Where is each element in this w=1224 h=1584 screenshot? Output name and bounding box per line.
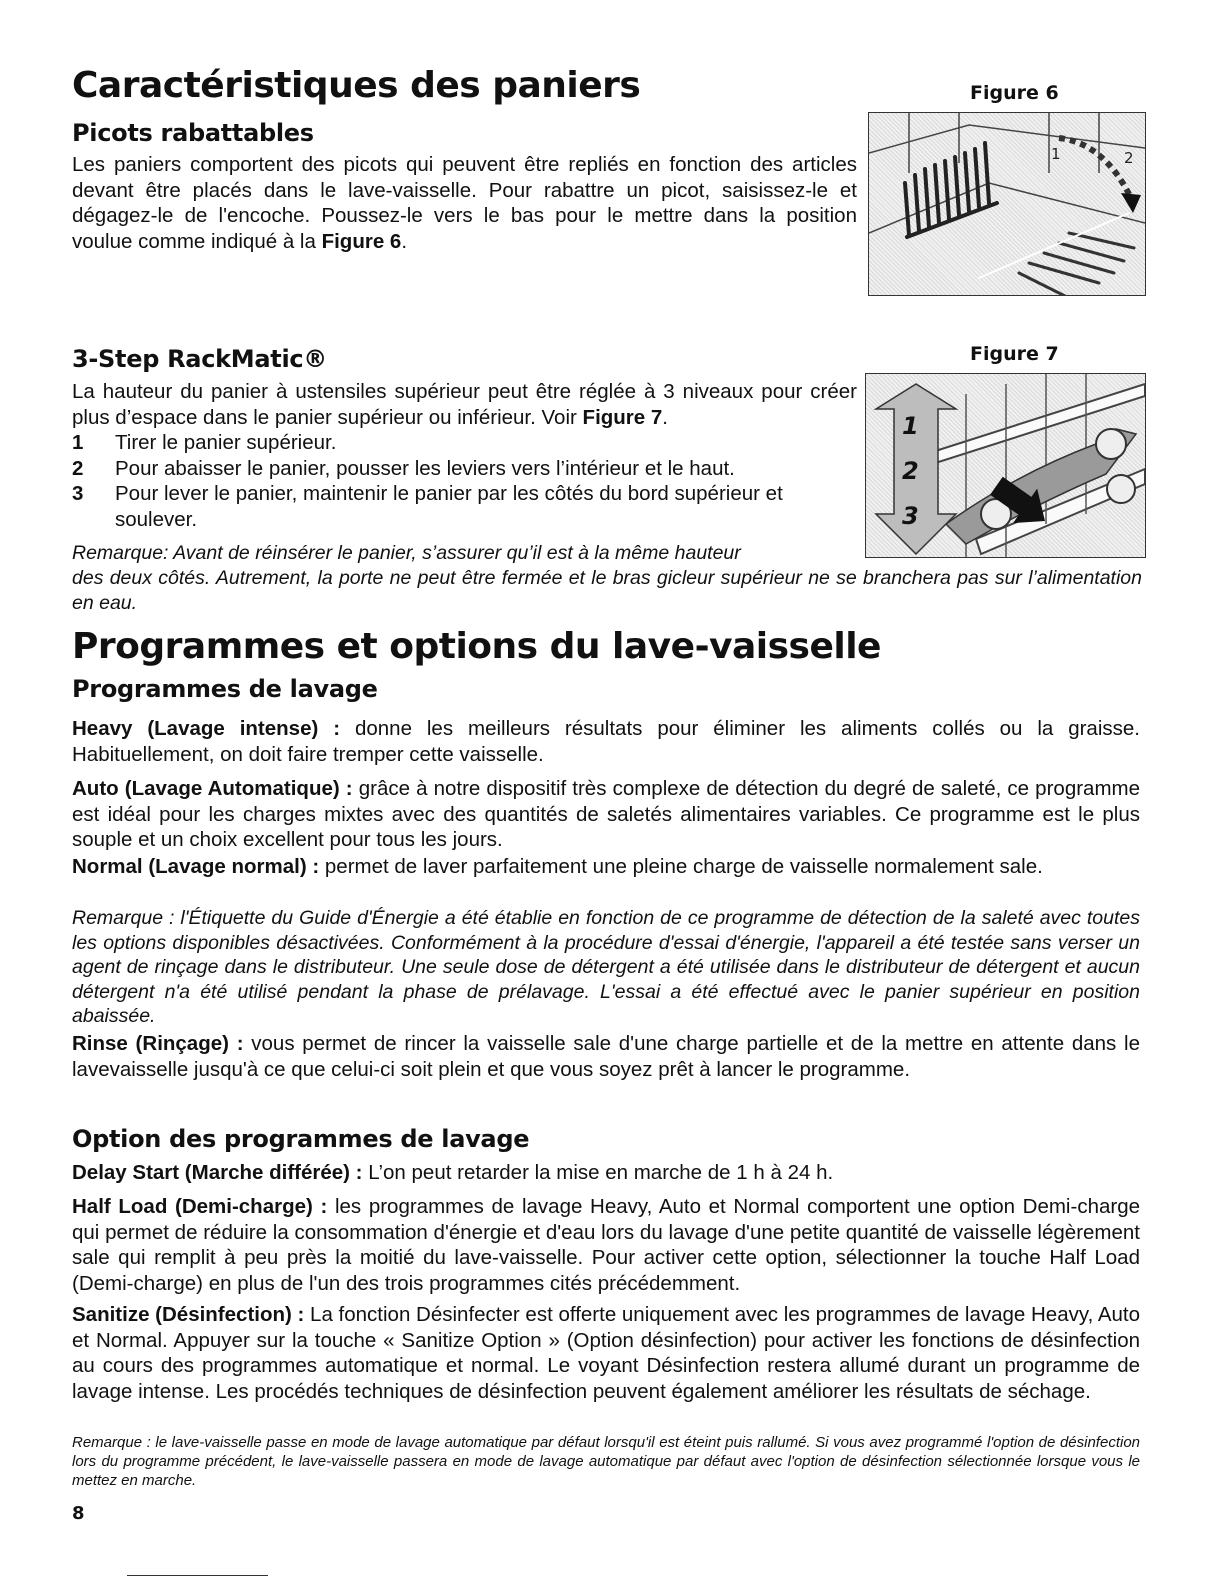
step-text: Pour lever le panier, maintenir le panier par les côtés du bord supérieur et soulever. (115, 482, 783, 531)
figure-reference-6: Figure 6 (321, 229, 402, 253)
dish-rack-tines-illustration (869, 113, 1145, 295)
step-number: 1 (72, 431, 84, 454)
list-item (72, 430, 862, 456)
program-heavy (72, 716, 1140, 767)
program-description: donne les meilleurs résultats pour éliminer les aliments collés ou la graisse. Habituellement, on doit faire tremper cette vaisselle. (72, 717, 1140, 766)
option-description: L’on peut retarder la mise en marche de 1 h à 24 h. (362, 1161, 834, 1184)
paragraph-folding-tines (72, 152, 857, 254)
page-number: 8 (72, 1503, 85, 1524)
program-description: grâce à notre dispositif très complexe de détection du degré de saleté, ce programme est idéal pour les charges mixtes avec des quantités de saletés alimentaires variables. Ce programme est le plus souple et un choix excellent pour tous les jours. (72, 777, 1140, 851)
rackmatic-note-continued: des deux côtés. Autrement, la porte ne peut être fermée et le bras gicleur supérieur ne se branchera pas sur l’alimentation en eau. (72, 567, 1142, 614)
figure-6-image (868, 112, 1146, 296)
option-half-load (72, 1194, 1140, 1296)
figure-7-image (865, 373, 1146, 558)
figure-7-caption: Figure 7 (970, 343, 1059, 365)
option-description: La fonction Désinfecter est offerte uniquement avec les programmes de lavage Heavy, Auto et Normal. Appuyer sur la touche « Sanitize Option » (Option désinfection) pour activer les fonctions de désinfection au cours des programmes automatique et normal. Le voyant Désinfection restera allumé durant un programme de lavage intense. Les procédés techniques de désinfection peuvent également améliorer les résultats de séchage. (72, 1303, 1141, 1403)
sanitize-note: Remarque : le lave-vaisselle passe en mode de lavage automatique par défaut lorsqu'il est éteint puis rallumé. Si vous avez programmé l'option de désinfection lors du programme précédent, le lave-vaisselle passera en mode de lavage automatique par défaut avec l'option de désinfection sélectionnée lorsque vous le mettez en marche. (72, 1434, 1140, 1489)
program-auto (72, 776, 1140, 853)
energy-guide-note: Remarque : l'Étiquette du Guide d'Énergie a été établie en fonction de ce programme de détection de la saleté avec toutes les options disponibles désactivées. Conformément à la procédure d'essai d'énergie, l'appareil a été testée sans verser un agent de rinçage dans le distributeur. Une seule dose de détergent a été utilisée dans le distributeur de détergent et aucun détergent n'a été utilisé pendant la phase de prélavage. L'essai a été effectué avec le panier supérieur en position abaissée. (72, 907, 1140, 1027)
rackmatic-height-adjust-illustration (866, 374, 1145, 557)
option-term: Sanitize (Désinfection) : (72, 1303, 305, 1326)
figure-6-caption: Figure 6 (970, 82, 1059, 104)
program-description: permet de laver parfaitement une pleine charge de vaisselle normalement sale. (319, 855, 1043, 878)
section-title-basket-features: Caractéristiques des paniers (72, 65, 641, 106)
option-term: Half Load (Demi-charge) : (72, 1195, 328, 1218)
svg-text:1: 1 (1051, 145, 1061, 163)
text: Les paniers comportent des picots qui peuvent être repliés en fonction des articles devant être placés dans le lave-vaisselle. Pour rabattre un picot, saisissez-le et dégagez-le de l'encoche. Poussez-le vers le bas pour le mettre dans la position voulue comme indiqué à la (72, 153, 857, 253)
option-delay-start (72, 1160, 1140, 1186)
heading-wash-programs: Programmes de lavage (72, 675, 378, 703)
rackmatic-note-line1: Remarque: Avant de réinsérer le panier, s’assurer qu’il est à la même hauteur (72, 542, 741, 564)
heading-program-options: Option des programmes de lavage (72, 1125, 530, 1153)
text: La hauteur du panier à ustensiles supérieur peut être réglée à 3 niveaux pour créer plus d’espace dans le panier supérieur ou inférieur. Voir (72, 380, 857, 429)
figure-reference-7: Figure 7 (582, 405, 663, 429)
program-term: Heavy (Lavage intense) : (72, 717, 341, 740)
program-description: vous permet de rincer la vaisselle sale d'une charge partielle et de la mettre en attente dans le lavevaisselle jusqu'à ce que celui-ci soit plein et que vous soyez prêt à lancer le programme. (72, 1032, 1140, 1081)
step-number: 2 (72, 456, 84, 480)
paragraph-rackmatic (72, 379, 857, 430)
step-text: Tirer le panier supérieur. (115, 431, 337, 454)
svg-text:2: 2 (902, 457, 919, 485)
section-title-programs-options: Programmes et options du lave-vaisselle (72, 626, 881, 667)
option-description: les programmes de lavage Heavy, Auto et Normal comportent une option Demi-charge qui permet de réduire la consommation d'énergie et d'eau lors du lavage d'une petite quantité de vaisselle légèrement sale qui remplit à peu près la moitié du lave-vaisselle. Pour activer cette option, sélectionner la touche Half Load (Demi-charge) en plus de l'un des trois programmes cités précédemment. (72, 1195, 1140, 1295)
svg-text:3: 3 (902, 502, 919, 530)
heading-folding-tines: Picots rabattables (72, 119, 314, 147)
option-term: Delay Start (Marche différée) : (72, 1161, 363, 1184)
option-sanitize (72, 1302, 1140, 1404)
step-text: Pour abaisser le panier, pousser les leviers vers l’intérieur et le haut. (115, 456, 735, 480)
list-item (72, 481, 862, 532)
program-rinse (72, 1031, 1140, 1082)
rackmatic-steps-list (72, 430, 862, 532)
program-term: Auto (Lavage Automatique) : (72, 777, 353, 800)
program-term: Normal (Lavage normal) : (72, 855, 320, 878)
svg-text:2: 2 (1124, 149, 1134, 167)
step-number: 3 (72, 482, 84, 505)
footer-rule (127, 1575, 268, 1576)
heading-rackmatic: 3-Step RackMatic® (72, 345, 327, 373)
text: . (401, 229, 408, 253)
program-term: Rinse (Rinçage) : (72, 1032, 244, 1055)
svg-text:1: 1 (902, 412, 919, 440)
program-normal (72, 854, 1140, 880)
list-item (72, 456, 862, 482)
text: . (662, 405, 668, 429)
